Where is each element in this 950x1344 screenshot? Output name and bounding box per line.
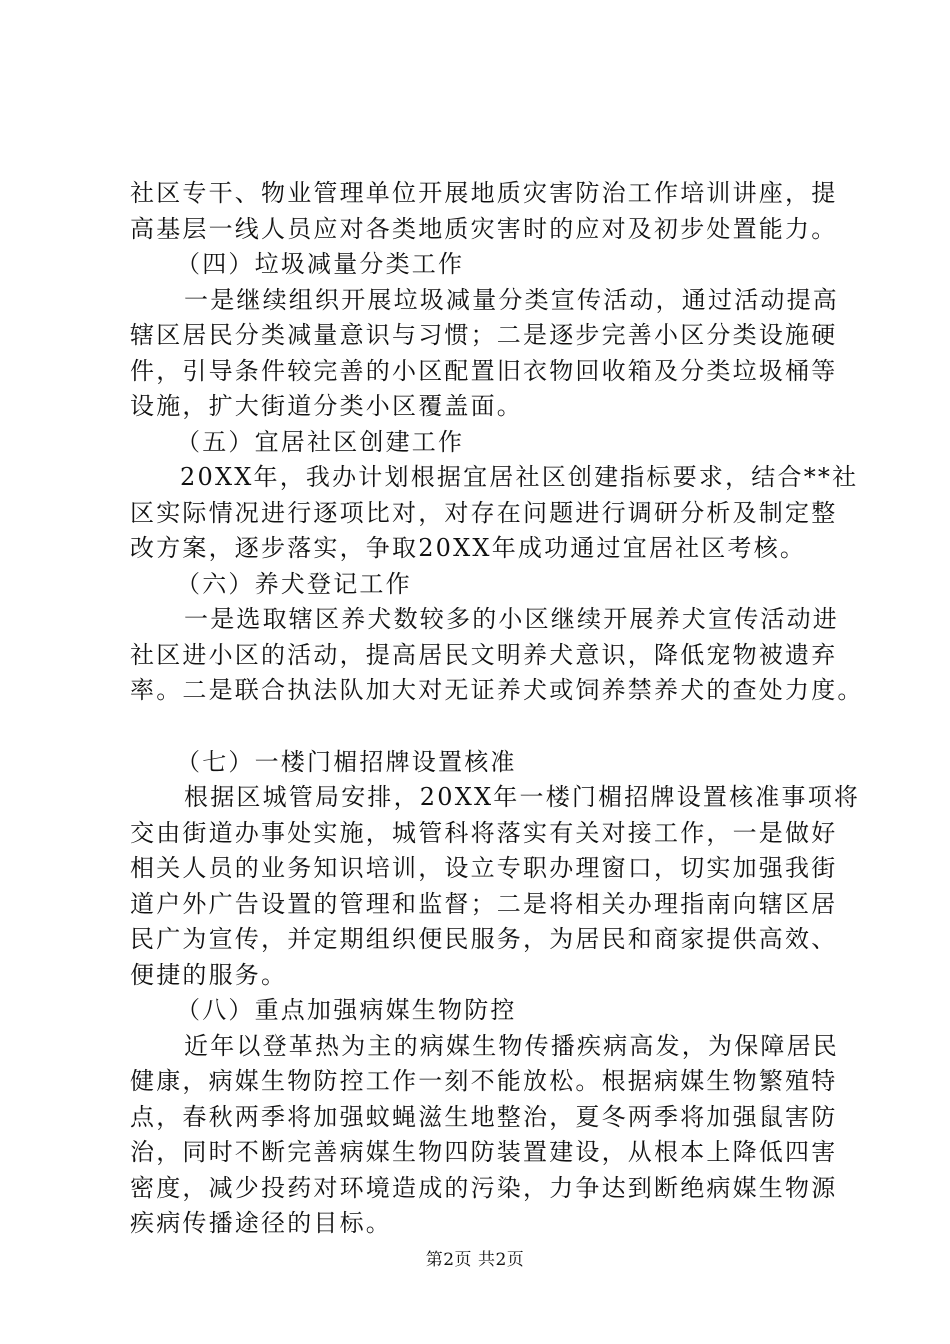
document-body bbox=[130, 176, 864, 1242]
text-line: 改方案，逐步落实，争取20XX年成功通过宜居社区考核。 bbox=[130, 534, 807, 562]
page-footer: 第2页 共2页 bbox=[425, 1250, 525, 1270]
text-line: 20XX年，我办计划根据宜居社区创建指标要求，结合**社 bbox=[180, 463, 859, 491]
text-line: 相关人员的业务知识培训，设立专职办理窗口，切实加强我街 bbox=[130, 854, 838, 882]
text-line: 健康，病媒生物防控工作一刻不能放松。根据病媒生物繁殖特 bbox=[130, 1067, 838, 1095]
paragraph-gap bbox=[130, 709, 850, 745]
text-line: 便捷的服务。 bbox=[130, 960, 288, 989]
section-heading: （四）垃圾减量分类工作 bbox=[176, 250, 465, 278]
section-heading: （八）重点加强病媒生物防控 bbox=[176, 996, 517, 1024]
text-line: 社区进小区的活动，提高居民文明养犬意识，降低宠物被遗弃 bbox=[130, 640, 838, 669]
text-line: 密度，减少投药对环境造成的污染，力争达到断绝病媒生物源 bbox=[130, 1173, 838, 1202]
text-line: 根据区城管局安排，20XX年一楼门楣招牌设置核准事项将 bbox=[184, 783, 861, 811]
section-heading: （六）养犬登记工作 bbox=[176, 569, 412, 598]
section-heading: （五）宜居社区创建工作 bbox=[176, 427, 465, 456]
text-line: 率。二是联合执法队加大对无证养犬或饲养禁养犬的查处力度。 bbox=[130, 676, 864, 704]
text-line: 件，引导条件较完善的小区配置旧衣物回收箱及分类垃圾桶等 bbox=[130, 356, 838, 385]
text-line: 一是选取辖区养犬数较多的小区继续开展养犬宣传活动进 bbox=[184, 605, 839, 633]
text-line: 民广为宣传，并定期组织便民服务，为居民和商家提供高效、 bbox=[130, 925, 838, 953]
text-line: 设施，扩大街道分类小区覆盖面。 bbox=[130, 392, 523, 420]
text-line: 点，春秋两季将加强蚊蝇滋生地整治，夏冬两季将加强鼠害防 bbox=[130, 1102, 838, 1131]
text-line: 区实际情况进行逐项比对，对存在问题进行调研分析及制定整 bbox=[130, 498, 838, 527]
text-line: 社区专干、物业管理单位开展地质灾害防治工作培训讲座，提 bbox=[130, 179, 838, 207]
text-line: 高基层一线人员应对各类地质灾害时的应对及初步处置能力。 bbox=[130, 214, 838, 243]
text-line: 疾病传播途径的目标。 bbox=[130, 1209, 392, 1237]
text-line: 道户外广告设置的管理和监督；二是将相关办理指南向辖区居 bbox=[130, 889, 838, 918]
text-line: 辖区居民分类减量意识与习惯；二是逐步完善小区分类设施硬 bbox=[130, 321, 838, 349]
section-heading: （七）一楼门楣招牌设置核准 bbox=[176, 747, 517, 776]
text-line: 一是继续组织开展垃圾减量分类宣传活动，通过活动提高 bbox=[184, 285, 839, 314]
text-line: 交由街道办事处实施，城管科将落实有关对接工作，一是做好 bbox=[130, 818, 838, 847]
text-line: 治，同时不断完善病媒生物四防装置建设，从根本上降低四害 bbox=[130, 1138, 838, 1166]
text-line: 近年以登革热为主的病媒生物传播疾病高发，为保障居民 bbox=[184, 1031, 839, 1060]
